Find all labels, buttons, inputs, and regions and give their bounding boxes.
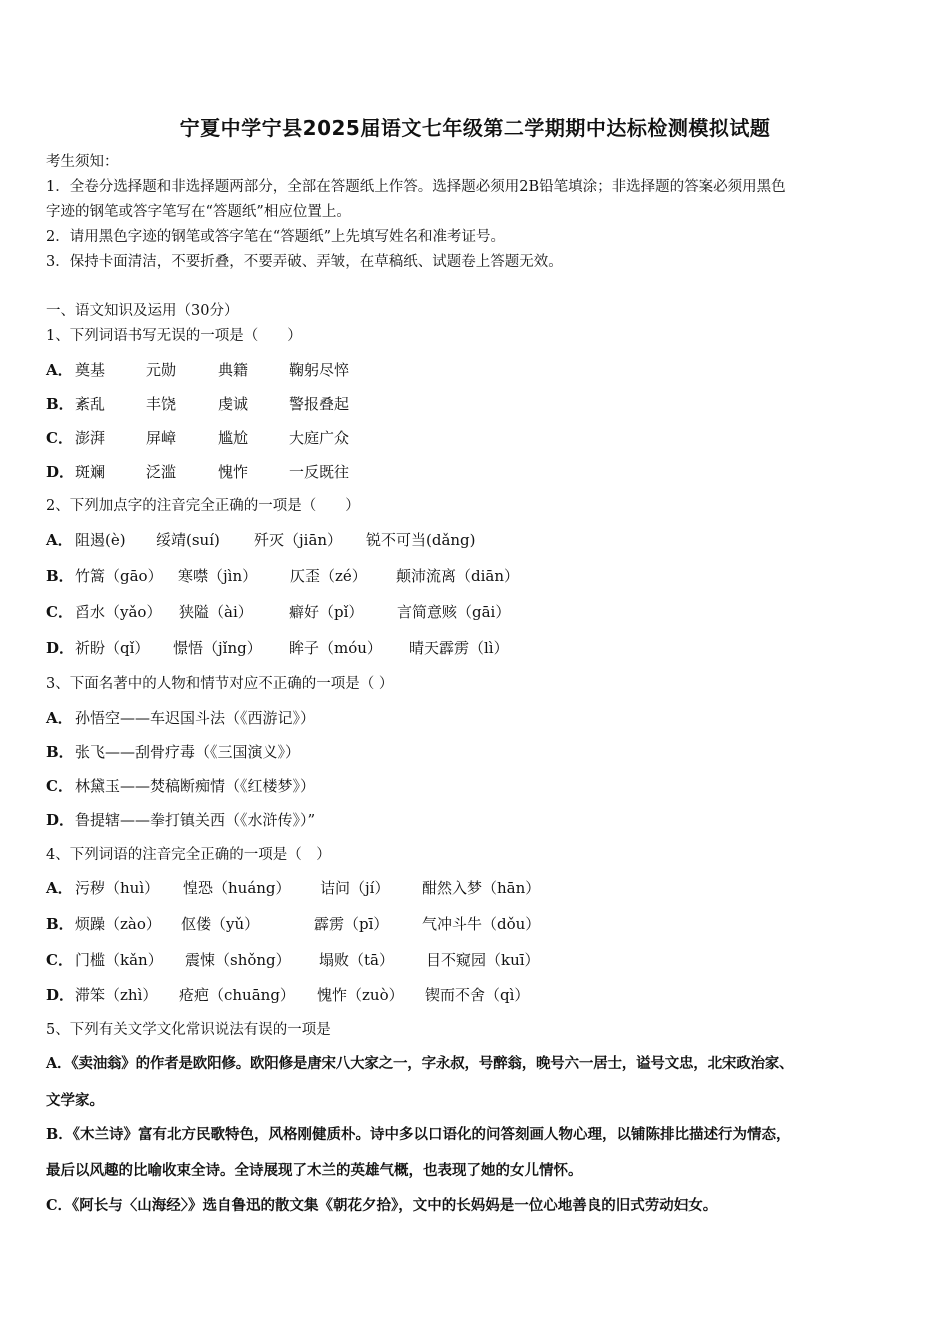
option-word: 一反既往	[289, 463, 350, 481]
q1-option-b	[46, 394, 349, 414]
q4-option-b	[46, 914, 540, 934]
option-label: C．	[46, 603, 73, 621]
option-text: 张飞——刮骨疗毒（《三国演义》）	[75, 743, 301, 761]
option-word: 鞠躬尽悴	[289, 361, 350, 379]
option-word: 虔诚	[218, 395, 249, 413]
option-label: B．	[46, 395, 74, 413]
option-word: 气冲斗牛（dǒu）	[422, 915, 541, 933]
q2-option-d	[46, 638, 509, 658]
option-word: 眸子（móu）	[289, 639, 382, 657]
option-label: B．	[46, 567, 74, 585]
option-word: 目不窥园（kuī）	[426, 951, 540, 969]
option-word: 锐不可当(dǎng)	[366, 531, 476, 549]
option-word: 疮疤（chuāng）	[179, 986, 295, 1004]
option-word: 伛偻（yǔ）	[181, 915, 260, 933]
option-word: 晴天霹雳（lì）	[409, 639, 509, 657]
question-stem-4: 4、下列词语的注音完全正确的一项是（ ）	[46, 847, 331, 863]
option-word: 仄歪（zé）	[290, 567, 367, 585]
notice-line: 3．保持卡面清洁，不要折叠，不要弄破、弄皱，在草稿纸、试题卷上答题无效。	[46, 254, 563, 270]
q1-option-c	[46, 428, 349, 448]
option-label: D．	[46, 463, 75, 481]
q4-option-a	[46, 878, 540, 898]
option-label: A．	[46, 531, 73, 549]
option-word: 祈盼（qǐ）	[75, 639, 150, 657]
option-word: 震悚（shǒng）	[185, 951, 291, 969]
option-word: 歼灭（jiān）	[254, 531, 343, 549]
option-word: 滞笨（zhì）	[75, 986, 158, 1004]
option-word: 奠基	[75, 361, 106, 379]
option-word: 诘问（jí）	[320, 879, 390, 897]
option-word: 大庭广众	[289, 429, 350, 447]
option-word: 泛滥	[146, 463, 177, 481]
option-label: A．	[46, 879, 73, 897]
option-word: 尴尬	[218, 429, 249, 447]
option-label: D．	[46, 986, 75, 1004]
q1-option-a	[46, 360, 349, 380]
q4-option-d	[46, 985, 529, 1005]
option-word: 酣然入梦（hān）	[422, 879, 541, 897]
question-stem-2: 2、下列加点字的注音完全正确的一项是（ ）	[46, 498, 360, 514]
option-label: C．	[46, 777, 73, 795]
notice-line: 1．全卷分选择题和非选择题两部分，全部在答题纸上作答。选择题必须用2B铅笔填涂；非选择题的答案必须用黑色	[46, 179, 786, 195]
notice-line: 2．请用黑色字迹的钢笔或答字笔在“答题纸”上先填写姓名和准考证号。	[46, 229, 506, 245]
q3-option-d	[46, 810, 315, 830]
option-label: D．	[46, 639, 75, 657]
option-label: B．	[46, 743, 74, 761]
option-text: 鲁提辖——拳打镇关西（《水浒传》）”	[75, 811, 316, 829]
q5-option-b-line: 最后以风趣的比喻收束全诗。全诗展现了木兰的英雄气概，也表现了她的女儿情怀。	[46, 1162, 583, 1179]
question-stem-1: 1、下列词语书写无误的一项是（ ）	[46, 328, 302, 344]
option-text: 孙悟空——车迟国斗法（《西游记》）	[75, 709, 316, 727]
option-word: 典籍	[218, 361, 249, 379]
option-label: D．	[46, 811, 75, 829]
option-word: 门槛（kǎn）	[75, 951, 163, 969]
q2-option-c	[46, 602, 510, 622]
notice-heading: 考生须知：	[46, 154, 119, 170]
option-word: 惶恐（huáng）	[183, 879, 291, 897]
option-word: 憬悟（jǐng）	[173, 639, 262, 657]
q4-option-c	[46, 950, 540, 970]
q3-option-b	[46, 742, 300, 762]
option-word: 锲而不舍（qì）	[425, 986, 530, 1004]
option-word: 霹雳（pī）	[314, 915, 389, 933]
option-label: C．	[46, 951, 73, 969]
option-word: 污秽（huì）	[75, 879, 160, 897]
q5-option-b-line: B．《木兰诗》富有北方民歌特色，风格刚健质朴。诗中多以口语化的问答刻画人物心理，以铺陈排比描述行为情态，	[46, 1126, 791, 1143]
option-word: 颠沛流离（diān）	[396, 567, 520, 585]
option-word: 寒噤（jìn）	[178, 567, 258, 585]
q5-option-a-line: A．《卖油翁》的作者是欧阳修。欧阳修是唐宋八大家之一，字永叔，号醉翁，晚号六一居士，谥号文忠，北宋政治家、	[46, 1055, 794, 1072]
q1-option-d	[46, 462, 349, 482]
option-word: 言简意赅（gāi）	[397, 603, 511, 621]
q2-option-b	[46, 566, 519, 586]
notice-line: 字迹的钢笔或答字笔写在“答题纸”相应位置上。	[46, 204, 351, 220]
option-word: 愧怍（zuò）	[317, 986, 404, 1004]
option-word: 癖好（pǐ）	[289, 603, 364, 621]
q2-option-a	[46, 530, 476, 550]
option-text: 林黛玉——焚稿断痴情（《红楼梦》）	[75, 777, 316, 795]
q3-option-a	[46, 708, 315, 728]
option-word: 阻遏(è)	[75, 531, 126, 549]
option-word: 愧怍	[218, 463, 249, 481]
option-word: 舀水（yǎo）	[75, 603, 162, 621]
option-word: 屏嶂	[146, 429, 177, 447]
option-word: 烦躁（zào）	[75, 915, 161, 933]
option-word: 绥靖(suí)	[156, 531, 220, 549]
question-stem-3: 3、下面名著中的人物和情节对应不正确的一项是（ ）	[46, 676, 394, 692]
option-word: 澎湃	[75, 429, 106, 447]
option-word: 竹篙（gāo）	[75, 567, 163, 585]
option-word: 狭隘（ài）	[179, 603, 253, 621]
q5-option-a-line: 文学家。	[46, 1092, 104, 1109]
option-word: 塌败（tā）	[319, 951, 394, 969]
option-label: A．	[46, 709, 73, 727]
option-word: 丰饶	[146, 395, 177, 413]
question-stem-5: 5、下列有关文学文化常识说法有误的一项是	[46, 1022, 331, 1038]
option-label: B．	[46, 915, 74, 933]
option-word: 紊乱	[75, 395, 106, 413]
q3-option-c	[46, 776, 315, 796]
option-word: 警报叠起	[289, 395, 350, 413]
q5-option-c-line: C．《阿长与〈山海经〉》选自鲁迅的散文集《朝花夕拾》，文中的长妈妈是一位心地善良的旧式劳动妇女。	[46, 1197, 718, 1214]
option-label: C．	[46, 429, 73, 447]
option-word: 元勋	[146, 361, 177, 379]
option-label: A．	[46, 361, 73, 379]
option-word: 斑斓	[75, 463, 106, 481]
section-heading: 一、语文知识及运用（30分）	[46, 303, 239, 319]
exam-title: 宁夏中学宁县2025届语文七年级第二学期期中达标检测模拟试题	[179, 116, 771, 140]
